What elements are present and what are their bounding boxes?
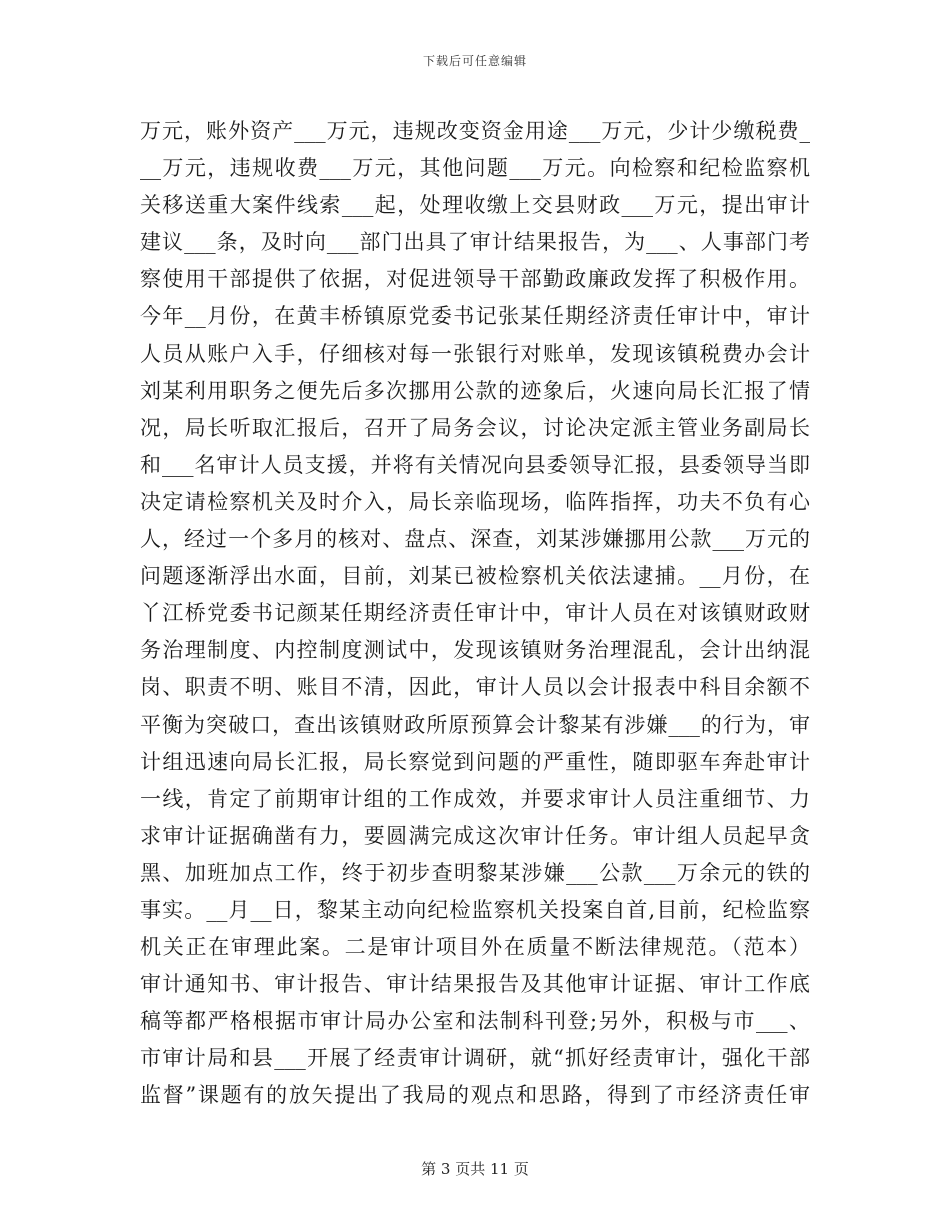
text-line: 监督”课题有的放矢提出了我局的观点和思路，得到了市经济责任审 — [140, 1083, 810, 1108]
text-line: 求审计证据确凿有力，要圆满完成这次审计任务。审计组人员起早贪 — [140, 823, 810, 848]
page-header: 下载后可任意编辑 — [422, 54, 527, 68]
text-line: 一线，肯定了前期审计组的工作成效，并要求审计人员注重细节、力 — [140, 786, 810, 811]
page-footer: 第 3 页共 11 页 — [421, 1160, 529, 1178]
document-body — [140, 113, 810, 1115]
text-line: 务治理制度、内控制度测试中，发现该镇财务治理混乱，会计出纳混 — [140, 638, 810, 663]
text-line: 问题逐渐浮出水面，目前，刘某已被检察机关依法逮捕。__月份，在 — [140, 564, 810, 589]
text-line: 人，经过一个多月的核对、盘点、深查，刘某涉嫌挪用公款___万元的 — [140, 527, 810, 552]
text-line: 人员从账户入手，仔细核对每一张银行对账单，发现该镇税费办会计 — [140, 341, 810, 366]
text-line: 今年__月份，在黄丰桥镇原党委书记张某任期经济责任审计中，审计 — [140, 304, 810, 329]
text-line: 黑、加班加点工作，终于初步查明黎某涉嫌___公款___万余元的铁的 — [140, 860, 810, 885]
text-line: __万元，违规收费___万元，其他问题___万元。向检察和纪检监察机 — [140, 156, 810, 181]
text-line: 关移送重大案件线索___起，处理收缴上交县财政___万元，提出审计 — [140, 193, 810, 218]
text-line: 市审计局和县___开展了经责审计调研，就“抓好经责审计，强化干部 — [140, 1046, 810, 1071]
text-line: 丫江桥党委书记颜某任期经济责任审计中，审计人员在对该镇财政财 — [140, 601, 810, 626]
text-line: 岗、职责不明、账目不清，因此，审计人员以会计报表中科目余额不 — [140, 675, 810, 700]
text-line: 稿等都严格根据市审计局办公室和法制科刊登;另外，积极与市___、 — [140, 1009, 810, 1034]
text-line: 决定请检察机关及时介入，局长亲临现场，临阵指挥，功夫不负有心 — [140, 489, 810, 514]
text-line: 审计通知书、审计报告、审计结果报告及其他审计证据、审计工作底 — [140, 972, 810, 997]
text-line: 建议___条，及时向___部门出具了审计结果报告，为___、人事部门考 — [140, 230, 810, 255]
text-line: 察使用干部提供了依据，对促进领导干部勤政廉政发挥了积极作用。 — [140, 267, 810, 292]
text-line: 平衡为突破口，查出该镇财政所原预算会计黎某有涉嫌___的行为，审 — [140, 712, 810, 737]
text-line: 机关正在审理此案。二是审计项目外在质量不断法律规范。（范本） — [140, 935, 810, 960]
text-line: 和___名审计人员支援，并将有关情况向县委领导汇报，县委领导当即 — [140, 452, 810, 477]
text-line: 万元，账外资产___万元，违规改变资金用途___万元，少计少缴税费_ — [140, 119, 810, 143]
text-line: 计组迅速向局长汇报，局长察觉到问题的严重性，随即驱车奔赴审计 — [140, 749, 810, 774]
text-line: 况，局长听取汇报后，召开了局务会议，讨论决定派主管业务副局长 — [140, 415, 810, 440]
text-line: 事实。__月__日，黎某主动向纪检监察机关投案自首,目前，纪检监察 — [140, 897, 810, 922]
text-line: 刘某利用职务之便先后多次挪用公款的迹象后，火速向局长汇报了情 — [140, 378, 810, 403]
